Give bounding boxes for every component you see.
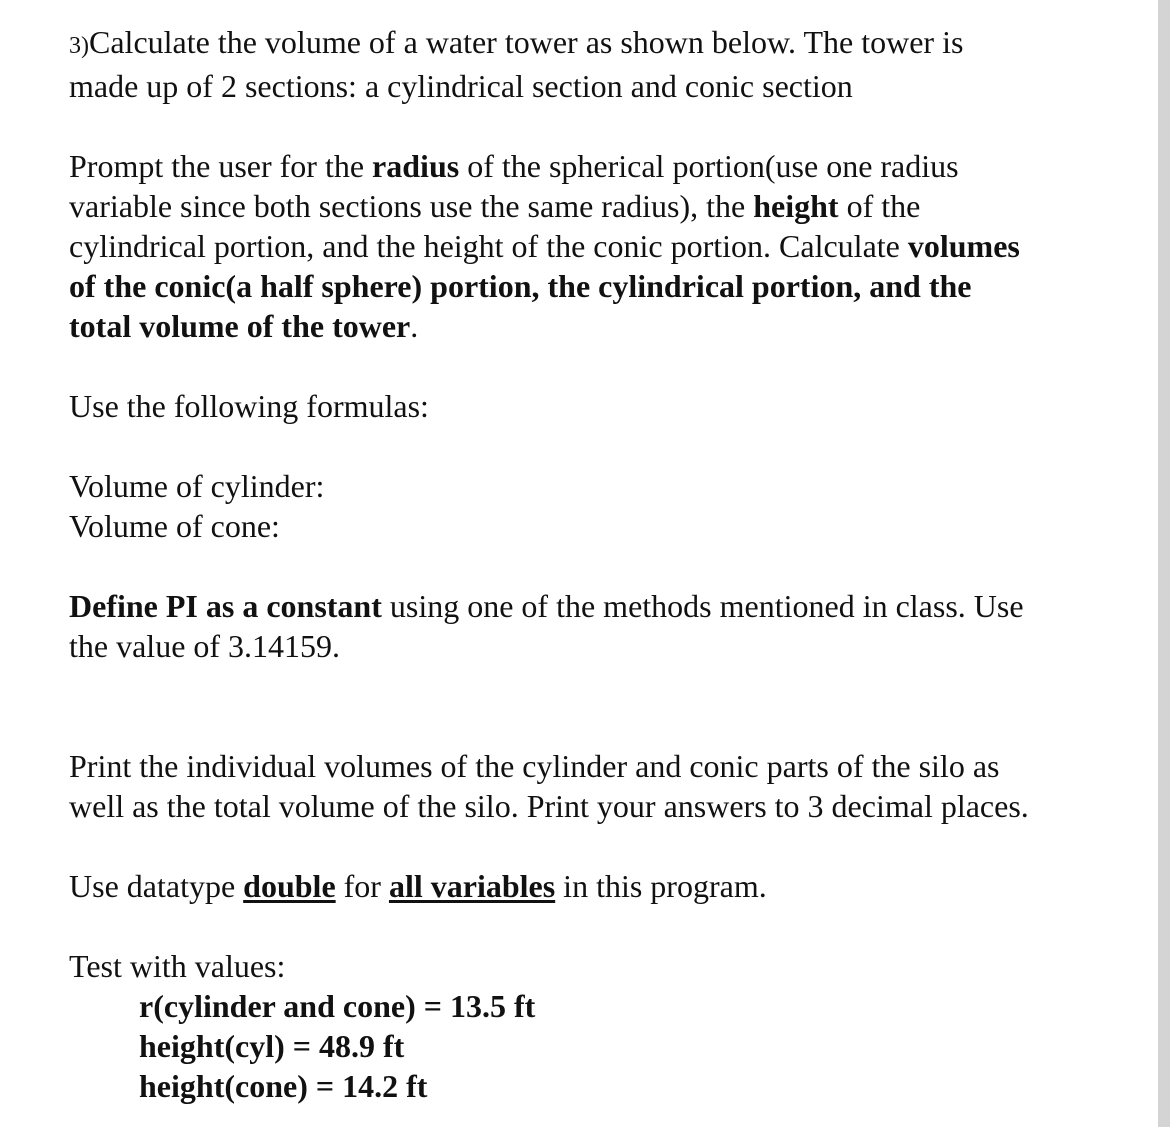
prompt-text: variable since both sections use the same radius), the	[69, 188, 754, 224]
question-number: 3)	[69, 33, 89, 59]
prompt-bold-portions: of the conic(a half sphere) portion, the cylindrical portion, and the	[69, 268, 972, 304]
datatype-text: Use datatype	[69, 868, 244, 904]
test-value-text: r(cylinder and cone) = 13.5 ft	[139, 988, 536, 1024]
prompt-text: .	[410, 308, 419, 344]
test-values	[69, 986, 1139, 1106]
datatype-paragraph	[69, 866, 1139, 906]
prompt-text: of the	[838, 188, 921, 224]
print-line-2: well as the total volume of the silo. Print your answers to 3 decimal places.	[69, 788, 1029, 824]
prompt-paragraph	[69, 146, 1139, 346]
formulas-intro: Use the following formulas:	[69, 388, 429, 424]
question-line-1: Calculate the volume of a water tower as shown below. The tower is	[89, 24, 964, 60]
test-value-radius	[139, 986, 1139, 1026]
document-content	[69, 22, 1139, 1106]
test-intro: Test with values:	[69, 948, 286, 984]
prompt-bold-volumes: volumes	[907, 228, 1020, 264]
prompt-text: cylindrical portion, and the height of the conic portion. Calculate	[69, 228, 908, 264]
formula-cone: Volume of cone:	[69, 508, 280, 544]
print-line-1: Print the individual volumes of the cylinder and conic parts of the silo as	[69, 748, 1000, 784]
prompt-text: of the spherical portion(use one radius	[459, 148, 959, 184]
test-value-text: height(cone) = 14.2 ft	[139, 1068, 428, 1104]
question-heading	[69, 22, 1139, 106]
datatype-double: double	[243, 868, 336, 904]
test-value-height-cone	[139, 1066, 1139, 1106]
datatype-all-variables: all variables	[388, 868, 556, 904]
datatype-text: for	[335, 868, 389, 904]
datatype-text: in this program.	[555, 868, 767, 904]
prompt-bold-height: height	[753, 188, 839, 224]
constant-text: using one of the methods mentioned in class. Use	[381, 588, 1024, 624]
constant-text: the value of 3.14159.	[69, 628, 341, 664]
question-line-2: made up of 2 sections: a cylindrical section and conic section	[69, 68, 853, 104]
prompt-text: Prompt the user for the	[69, 148, 373, 184]
prompt-bold-radius: radius	[372, 148, 460, 184]
constant-paragraph	[69, 586, 1139, 666]
prompt-bold-total: total volume of the tower	[69, 308, 411, 344]
print-paragraph	[69, 746, 1139, 826]
test-value-text: height(cyl) = 48.9 ft	[139, 1028, 405, 1064]
test-value-height-cyl	[139, 1026, 1139, 1066]
constant-bold: Define PI as a constant	[69, 588, 382, 624]
scrollbar[interactable]	[1158, 0, 1170, 1127]
formula-cylinder: Volume of cylinder:	[69, 468, 325, 504]
